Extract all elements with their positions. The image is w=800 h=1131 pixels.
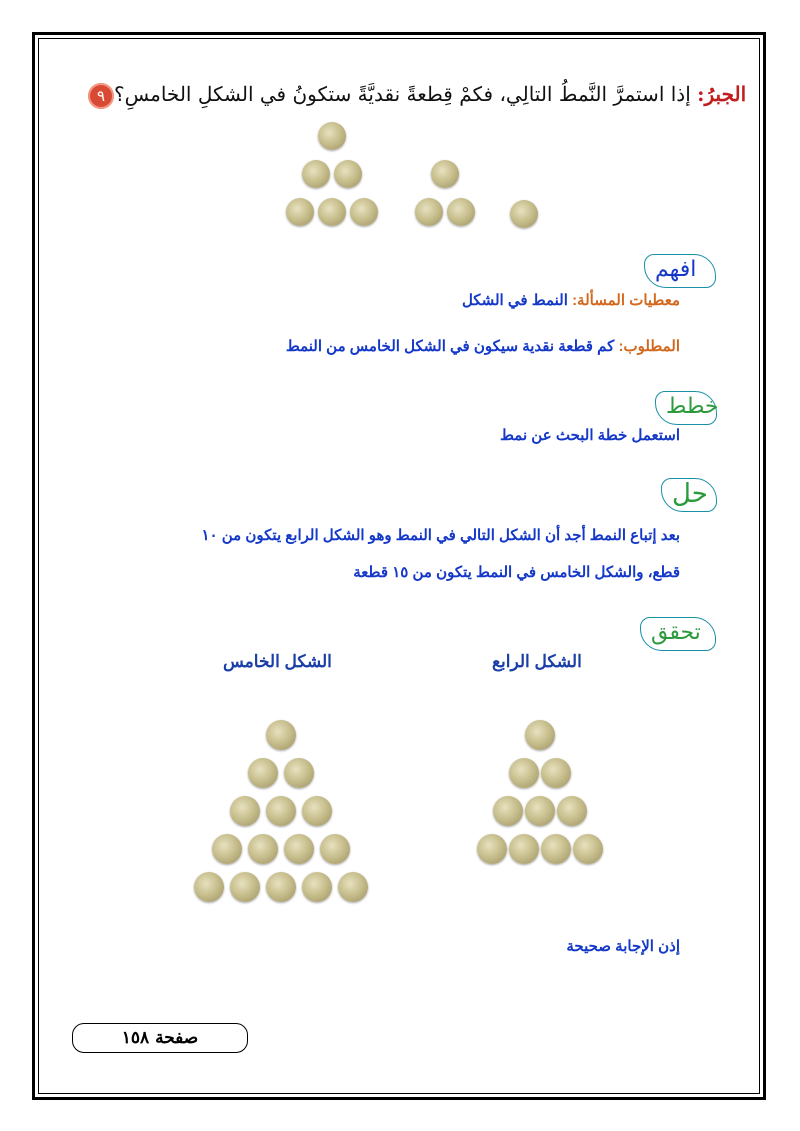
coin (493, 796, 523, 826)
coin (557, 796, 587, 826)
conclusion-text: إذن الإجابة صحيحة (566, 938, 680, 955)
coin (318, 122, 346, 150)
coin (447, 198, 475, 226)
coin (302, 872, 332, 902)
coin (338, 872, 368, 902)
solve-line-1: بعد إتباع النمط أجد أن الشكل التالي في النمط وهو الشكل الرابع يتكون من ١٠ (201, 527, 680, 544)
coin (431, 160, 459, 188)
coin (320, 834, 350, 864)
coin (248, 758, 278, 788)
check-tag: تحقق (640, 617, 716, 651)
coin (541, 758, 571, 788)
coin (350, 198, 378, 226)
fig5-title: الشكل الخامس (223, 652, 332, 671)
coin (230, 872, 260, 902)
coin (284, 758, 314, 788)
coin (302, 160, 330, 188)
solve-line-2: قطع، والشكل الخامس في النمط يتكون من ١٥ قطعة (353, 564, 680, 581)
page-number-box: صفحة ١٥٨ (72, 1023, 248, 1053)
givens-value: النمط في الشكل (461, 292, 568, 309)
plan-text: استعمل خطة البحث عن نمط (500, 427, 680, 444)
coin (248, 834, 278, 864)
coin (230, 796, 260, 826)
plan-tag: خطط (655, 391, 717, 425)
coin (525, 796, 555, 826)
understand-tag: افهم (644, 254, 716, 288)
question-keyword: الجبرُ: (697, 82, 747, 106)
coin (541, 834, 571, 864)
coin (573, 834, 603, 864)
coin (286, 198, 314, 226)
givens-label: معطيات المسألة: (572, 292, 680, 309)
required-label: المطلوب: (618, 338, 680, 355)
fig4-title: الشكل الرابع (492, 652, 582, 671)
coin (266, 796, 296, 826)
solve-tag: حل (661, 478, 717, 512)
question-line (80, 82, 747, 109)
coin (194, 872, 224, 902)
coin (415, 198, 443, 226)
coin (284, 834, 314, 864)
question-number-badge: ٩ (88, 83, 114, 109)
required-line (286, 337, 680, 355)
coin (510, 200, 538, 228)
coin (212, 834, 242, 864)
coin (266, 720, 296, 750)
question-text: إذا استمرَّ النَّمطُ التالِي، فكمْ قِطعةً نقديَّةً ستكونُ في الشكلِ الخامسِ؟ (114, 82, 691, 106)
coin (318, 198, 346, 226)
required-value: كم قطعة نقدية سيكون في الشكل الخامس من النمط (285, 338, 615, 355)
coin (509, 834, 539, 864)
coin (334, 160, 362, 188)
givens-line (462, 291, 680, 309)
coin (302, 796, 332, 826)
coin (509, 758, 539, 788)
coin (266, 872, 296, 902)
coin (525, 720, 555, 750)
coin (477, 834, 507, 864)
